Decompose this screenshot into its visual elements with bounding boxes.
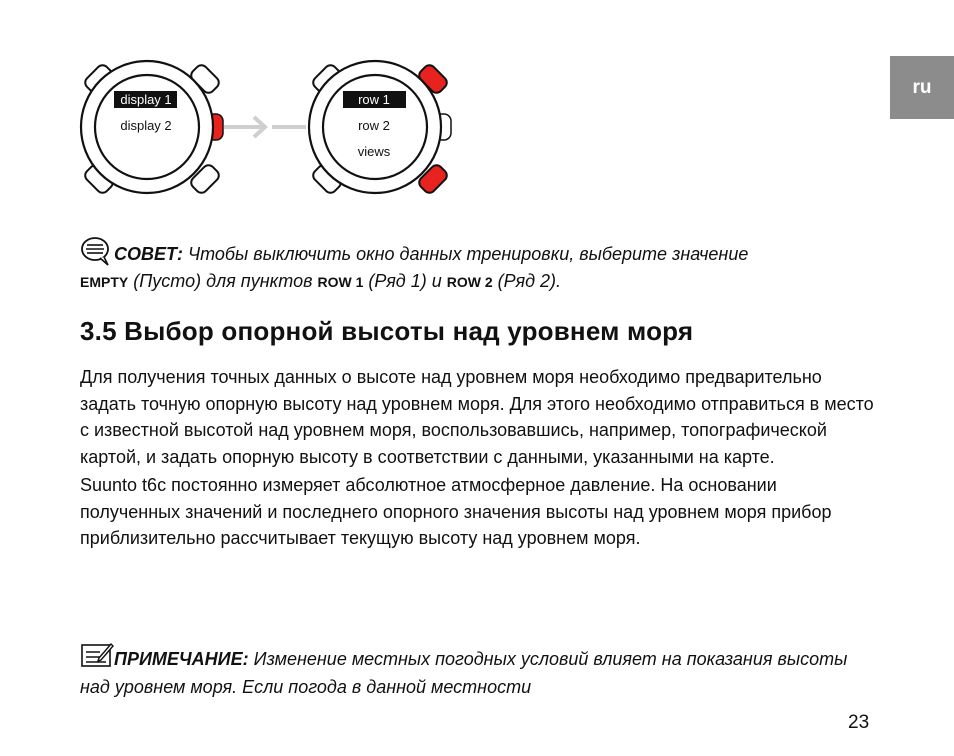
speech-bubble-icon [80, 236, 114, 266]
tip-text-1: Чтобы выключить окно данных тренировки, выберите значение [183, 244, 749, 264]
note-pencil-icon [80, 642, 114, 668]
watch-2-line-1: row 1 [358, 92, 390, 107]
tip-text-4: (Ряд 2). [492, 271, 562, 291]
navigation-arrow-icon [224, 117, 306, 137]
note-text: Изменение местных погодных условий влияет на показания высоты над уровнем моря. Если погода в данной местности [80, 649, 848, 697]
tip-text-3: (Ряд 1) и [363, 271, 447, 291]
watch-1-line-1: display 1 [120, 92, 172, 107]
tip-block [80, 236, 880, 296]
watch-diagram [70, 58, 490, 208]
watch-1 [81, 61, 223, 195]
watch-1-line-2: display 2 [120, 118, 172, 133]
paragraph-1: Для получения точных данных о высоте над уровнем моря необходимо предварительно задать точную опорную высоту над уровнем моря. Для этого необходимо отправиться в место с известной высотой над уровнем моря, воспользовавшись, например, топографической картой, и задать опорную высоту в соответствии с данными, указанными на карте. [80, 367, 874, 467]
tip-row1-keyword: ROW 1 [317, 274, 364, 290]
paragraph-2: Suunto t6c постоянно измеряет абсолютное атмосферное давление. На основании полученных значений и последнего опорного значения высоты над уровнем моря прибор приблизительно рассчитывает текущую высоту над уровнем моря. [80, 475, 832, 548]
tip-row2-keyword: ROW 2 [446, 274, 493, 290]
watch-2 [309, 61, 451, 195]
tip-text-2: (Пусто) для пунктов [128, 271, 318, 291]
language-tab: ru [890, 56, 954, 119]
note-label: ПРИМЕЧАНИЕ: [114, 649, 249, 669]
note-block [80, 642, 880, 701]
section-body [80, 364, 880, 552]
section-title: 3.5 Выбор опорной высоты над уровнем моря [80, 316, 694, 346]
watch-navigation-figure [70, 58, 490, 208]
tip-label: СОВЕТ: [114, 244, 183, 264]
watch-2-line-2: row 2 [358, 118, 390, 133]
tip-empty-keyword: EMPTY [80, 274, 129, 290]
watch-2-line-3: views [357, 144, 391, 159]
page-number: 23 [848, 712, 870, 733]
